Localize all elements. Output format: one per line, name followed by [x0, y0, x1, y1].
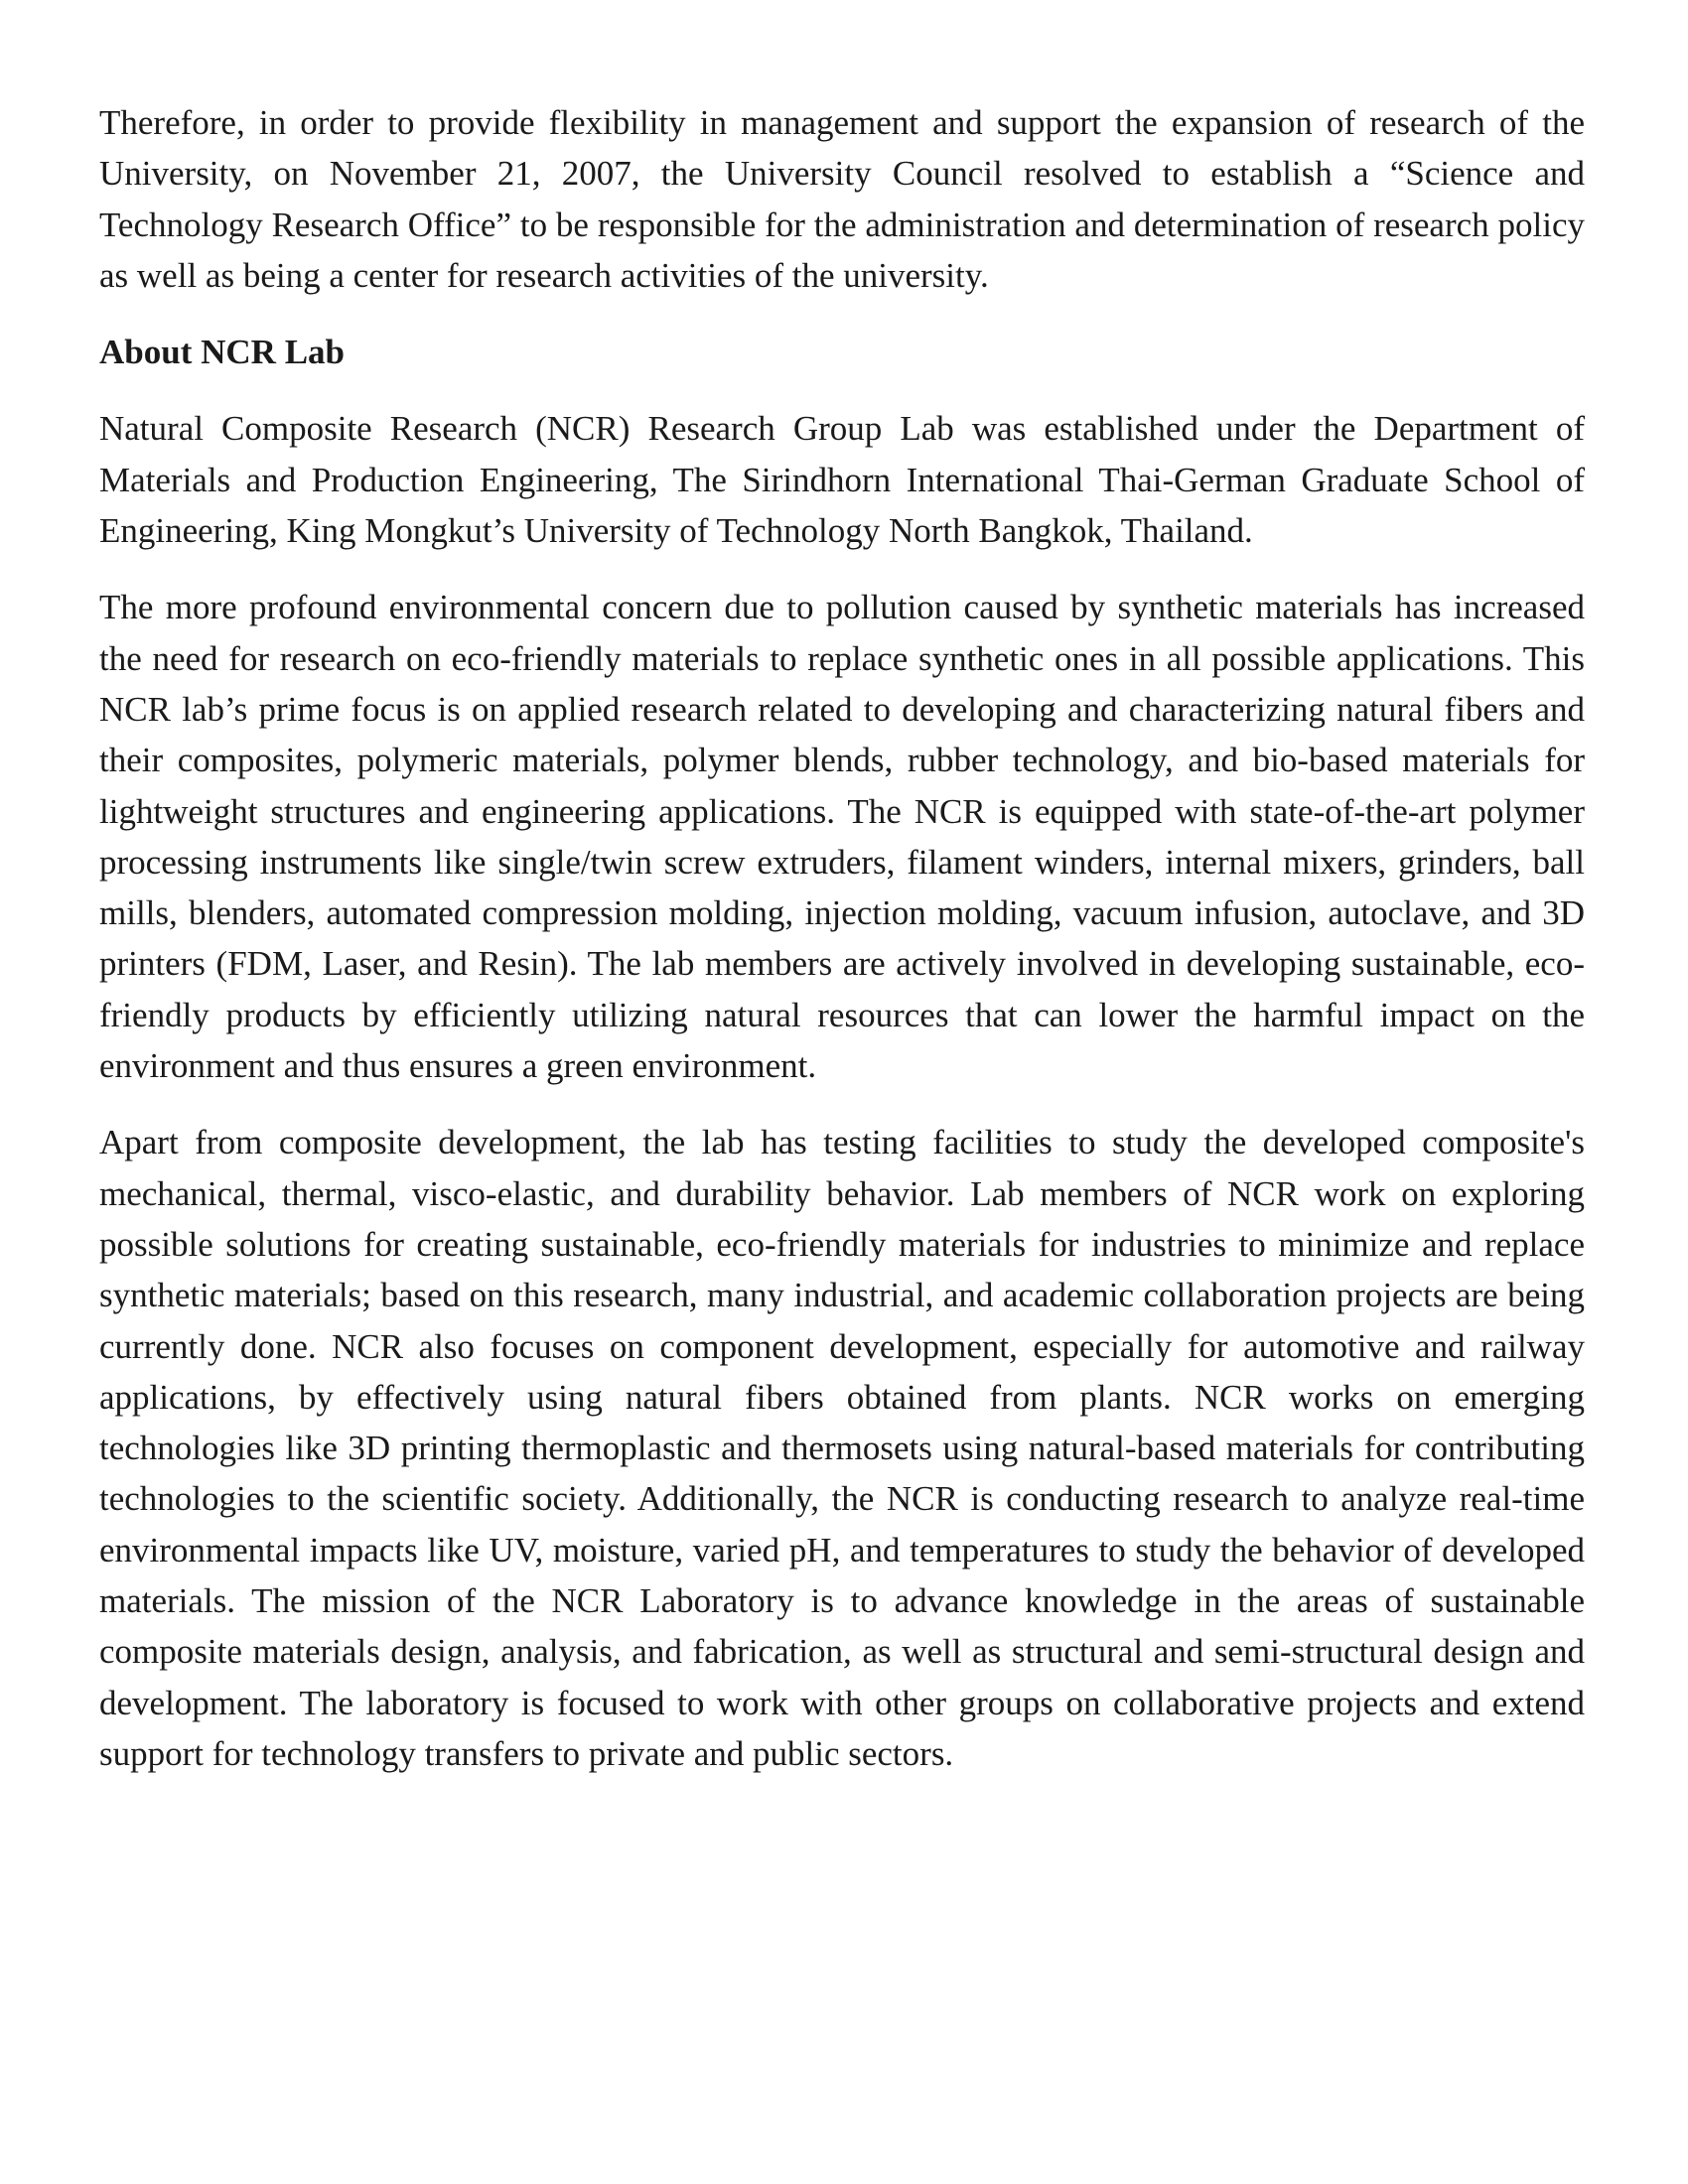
paragraph-lab-focus: The more profound environmental concern due to pollution caused by synthetic materials has increased the need for research on eco-friendly materials to replace synthetic ones in all possible applications. This NCR lab’s prime focus is on applied research related to developing and characterizing natural fibers and their composites, polymeric materials, polymer blends, rubber technology, and bio-based materials for lightweight structures and engineering applications. The NCR is equipped with state-of-the-art polymer processing instruments like single/twin screw extruders, filament winders, internal mixers, grinders, ball mills, blenders, automated compression molding, injection molding, vacuum infusion, autoclave, and 3D printers (FDM, Laser, and Resin). The lab members are actively involved in developing sustainable, eco-friendly products by efficiently utilizing natural resources that can lower the harmful impact on the environment and thus ensures a green environment.	[99, 588, 1585, 1086]
paragraph-lab-mission: Apart from composite development, the lab has testing facilities to study the developed composite's mechanical, thermal, visco-elastic, and durability behavior. Lab members of NCR work on exploring possible solutions for creating sustainable, eco-friendly materials for industries to minimize and replace synthetic materials; based on this research, many industrial, and academic collaboration projects are being currently done. NCR also focuses on component development, especially for automotive and railway applications, by effectively using natural fibers obtained from plants. NCR works on emerging technologies like 3D printing thermoplastic and thermosets using natural-based materials for contributing technologies to the scientific society. Additionally, the NCR is conducting research to analyze real-time environmental impacts like UV, moisture, varied pH, and temperatures to study the behavior of developed materials. The mission of the NCR Laboratory is to advance knowledge in the areas of sustainable composite materials design, analysis, and fabrication, as well as structural and semi-structural design and development. The laboratory is focused to work with other groups on collaborative projects and extend support for technology transfers to private and public sectors.	[99, 1123, 1585, 1773]
paragraph-lab-establishment: Natural Composite Research (NCR) Research Group Lab was established under the Department of Materials and Production Engineering, The Sirindhorn International Thai-German Graduate School of Engineering, King Mongkut’s University of Technology North Bangkok, Thailand.	[99, 409, 1585, 551]
paragraph-research-office: Therefore, in order to provide flexibility in management and support the expansion of research of the University, on November 21, 2007, the University Council resolved to establish a “Science and Technology Research Office” to be responsible for the administration and determination of research policy as well as being a center for research activities of the university.	[99, 103, 1585, 295]
section-heading-about-ncr-lab: About NCR Lab	[99, 333, 345, 372]
document-body	[99, 97, 1585, 1805]
